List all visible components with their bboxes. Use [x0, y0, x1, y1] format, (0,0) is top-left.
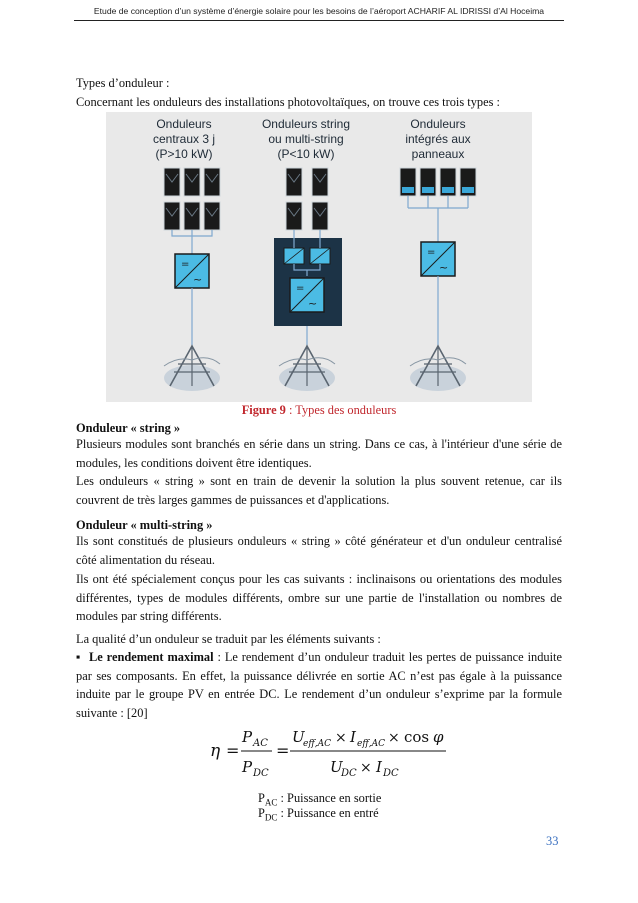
definition-pac-symbol: P — [258, 791, 265, 805]
page-number: 33 — [546, 834, 559, 848]
integrated-panels — [400, 168, 476, 196]
inverter-types-figure: =~ Onduleurs centraux 3 j (P>10 kW) Onduleurs string ou multi-string (P<10 kW) Onduleurs intégrés aux panneaux — [106, 112, 532, 402]
string-inverter-icon — [290, 278, 324, 312]
label-string-l3: (P<10 kW) — [277, 147, 335, 161]
definition-pdc-text: : Puissance en entré — [277, 806, 379, 820]
formula-equals-2: = — [276, 741, 290, 760]
definition-pac-text: : Puissance en sortie — [277, 791, 382, 805]
central-panels — [164, 168, 220, 230]
formula-dc-sub: DC — [253, 768, 269, 779]
string-panels — [286, 168, 328, 230]
central-inverter-icon — [175, 254, 209, 288]
formula-equals: = — [226, 741, 240, 760]
string-heading: Onduleur « string » — [76, 421, 181, 435]
formula-phi: φ — [433, 728, 444, 746]
grid-pylon-icon — [410, 346, 466, 391]
header-rule — [74, 20, 564, 21]
formula-i-dc: I — [376, 758, 382, 776]
types-heading: Types d’onduleur : — [76, 76, 170, 90]
formula-i-eff: I — [350, 728, 356, 746]
grid-pylon-icon — [164, 346, 220, 391]
formula-p-ac: P — [242, 728, 253, 746]
figure-label: Figure 9 — [241, 403, 286, 417]
formula-eta: η — [210, 741, 221, 761]
efficiency-formula — [210, 720, 470, 780]
types-intro: Concernant les onduleurs des installations photovoltaïques, on trouve ces trois types : — [76, 95, 500, 109]
multi-string-paragraph-2: Ils ont été spécialement conçus pour les cas suivants : inclinaisons ou orientations des modules différentes, types de modules différents, ombre sur une partie de l'installation ou nombres de modules par string différents. — [76, 572, 562, 623]
formula-ac-sub: AC — [253, 738, 268, 749]
label-string-l1: Onduleurs string — [261, 117, 351, 131]
rendement-paragraph — [76, 648, 562, 722]
integrated-inverter-icon — [421, 242, 455, 276]
label-central-l3: (P>10 kW) — [155, 147, 213, 161]
grid-pylon-icon — [279, 346, 335, 391]
formula-times-2: × — [388, 730, 400, 746]
formula-times-3: × — [360, 760, 372, 776]
definition-pdc-sub: DC — [264, 812, 278, 823]
label-string — [262, 117, 350, 161]
definition-pdc-symbol: P — [258, 806, 265, 820]
string-paragraph-1: Plusieurs modules sont branchés en série dans un string. Dans ce cas, à l'intérieur d'une série de modules, les conditions doivent être identiques. — [76, 437, 562, 470]
formula-times-1: × — [335, 730, 347, 746]
label-central — [153, 117, 215, 161]
formula-u-eff: U — [292, 728, 305, 746]
label-integrated-l3: panneaux — [411, 147, 465, 161]
rendement-text: : Le rendement d’un onduleur traduit les pertes de puissance induite par ses composants. En effet, la puissance délivrée en sortie AC n’est pas égale à la puissance induite par le groupe PV en entrée DC. Le rendement d’un onduleur s’exprime par la formule suivante : [20] — [76, 650, 562, 720]
formula-cos: cos — [404, 728, 430, 746]
bullet-marker: ▪ — [76, 650, 82, 664]
definition-pdc — [258, 806, 379, 822]
formula-u-sub: eff,AC — [303, 739, 331, 749]
formula-p-dc: P — [242, 758, 253, 776]
formula-u-dc: U — [330, 758, 343, 776]
figure-caption — [76, 403, 562, 418]
figure-caption-text: : Types des onduleurs — [285, 403, 397, 417]
string-paragraph-2: Les onduleurs « string » sont en train de devenir la solution la plus souvent retenue, car ils couvrent de très larges gammes de puissances et d'applications. — [76, 474, 562, 507]
rendement-term: Le rendement maximal — [89, 650, 214, 664]
multi-string-heading: Onduleur « multi-string » — [76, 518, 213, 532]
label-string-l2: ou multi-string — [268, 132, 344, 146]
label-integrated — [405, 117, 470, 161]
running-header: Etude de conception d’un système d’énergie solaire pour les besoins de l’aéroport ACHARIF AL IDRISSI d’Al Hoceima — [93, 6, 545, 16]
definition-pac-sub: AC — [264, 797, 278, 808]
definition-pac — [258, 791, 381, 807]
formula-udc-sub: DC — [341, 768, 357, 779]
label-integrated-l2: intégrés aux — [405, 132, 471, 146]
quality-intro: La qualité d’un onduleur se traduit par les éléments suivants : — [76, 632, 381, 646]
formula-i-sub: eff,AC — [357, 739, 385, 749]
formula-idc-sub: DC — [383, 768, 399, 779]
label-central-l1: Onduleurs — [156, 117, 212, 131]
label-central-l2: centraux 3 j — [152, 132, 216, 146]
label-integrated-l1: Onduleurs — [410, 117, 466, 131]
multi-string-paragraph-1: Ils sont constitués de plusieurs onduleurs « string » côté générateur et d'un onduleur centralisé côté alimentation du réseau. — [76, 534, 562, 567]
